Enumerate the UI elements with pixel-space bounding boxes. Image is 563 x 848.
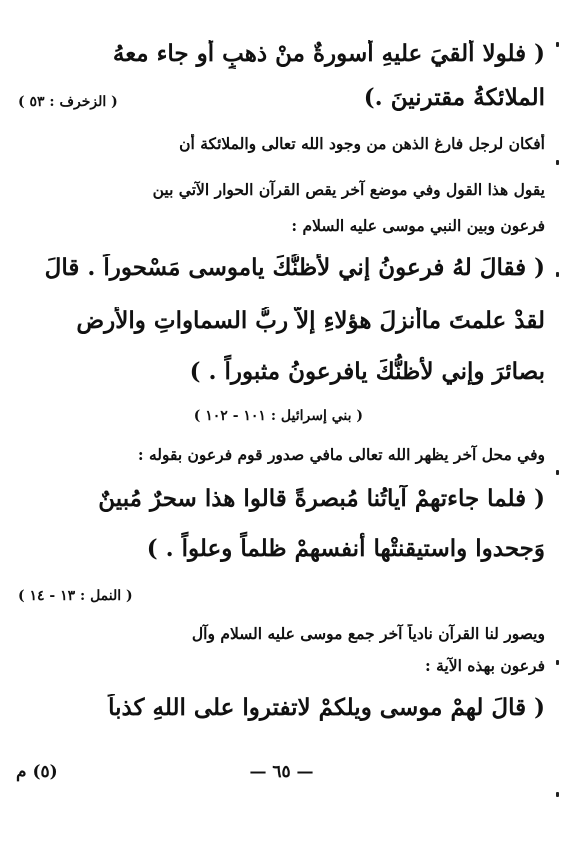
prose-line-1: أفكان لرجل فارغ الذهن من وجود الله تعالى والملائكة أن [179, 134, 545, 153]
margin-mark [556, 792, 559, 797]
verse-line-7: وَجحدوا واستيقنتْها أنفسهمْ ظلماً وعلواً . ) [146, 535, 545, 562]
verse-line-6: ( فلما جاءتهمْ آياتُنا مُبصرةً قالوا هذا سحرٌ مُبينٌ [98, 485, 545, 512]
verse-line-3: ( فقالَ لهُ فرعونُ إني لأظنُّكَ ياموسى مَسْحوراً . قالَ [44, 254, 545, 281]
reference-bani-israil: ( بني إسرائيل : ١٠١ - ١٠٢ ) [193, 408, 363, 424]
verse-line-5: بصائرَ وإني لأظنُّكَ يافرعونُ مثبوراً . ) [189, 358, 545, 385]
margin-mark [556, 470, 559, 475]
verse-line-2: الملائكةُ مقترنينَ .) [363, 84, 545, 111]
prose-line-5: ويصور لنا القرآن نادياً آخر جمع موسى عليه السلام وآل [191, 624, 545, 643]
reference-zukhruf: ( الزخرف : ٥٣ ) [18, 94, 118, 110]
margin-mark [556, 160, 559, 165]
page-number: — ٦٥ — [249, 762, 314, 782]
margin-mark [556, 660, 559, 665]
prose-line-3: فرعون وبين النبي موسى عليه السلام : [291, 216, 545, 235]
prose-line-4: وفي محل آخر يظهر الله تعالى مافي صدور قوم فرعون بقوله : [137, 445, 545, 464]
margin-mark [556, 42, 559, 47]
reference-naml: ( النمل : ١٣ - ١٤ ) [18, 588, 133, 604]
prose-line-6: فرعون بهذه الآية : [425, 656, 545, 675]
signature-mark: (٥) م [16, 762, 58, 782]
verse-line-1: ( فلولا أُلقيَ عليهِ أسورةٌ منْ ذهبٍ أو جاء معهُ [112, 40, 545, 67]
prose-line-2: يقول هذا القول وفي موضع آخر يقص القرآن الحوار الآتي بين [152, 180, 545, 199]
verse-line-8: ( قالَ لهمْ موسى ويلكمْ لاتفتروا على اللهِ كذباً [108, 694, 545, 721]
margin-mark [556, 272, 559, 277]
verse-line-4: لقدْ علمتَ ماأنزلَ هؤلاءِ إلاّ ربُّ السماواتِ والأرضِ [76, 307, 545, 334]
